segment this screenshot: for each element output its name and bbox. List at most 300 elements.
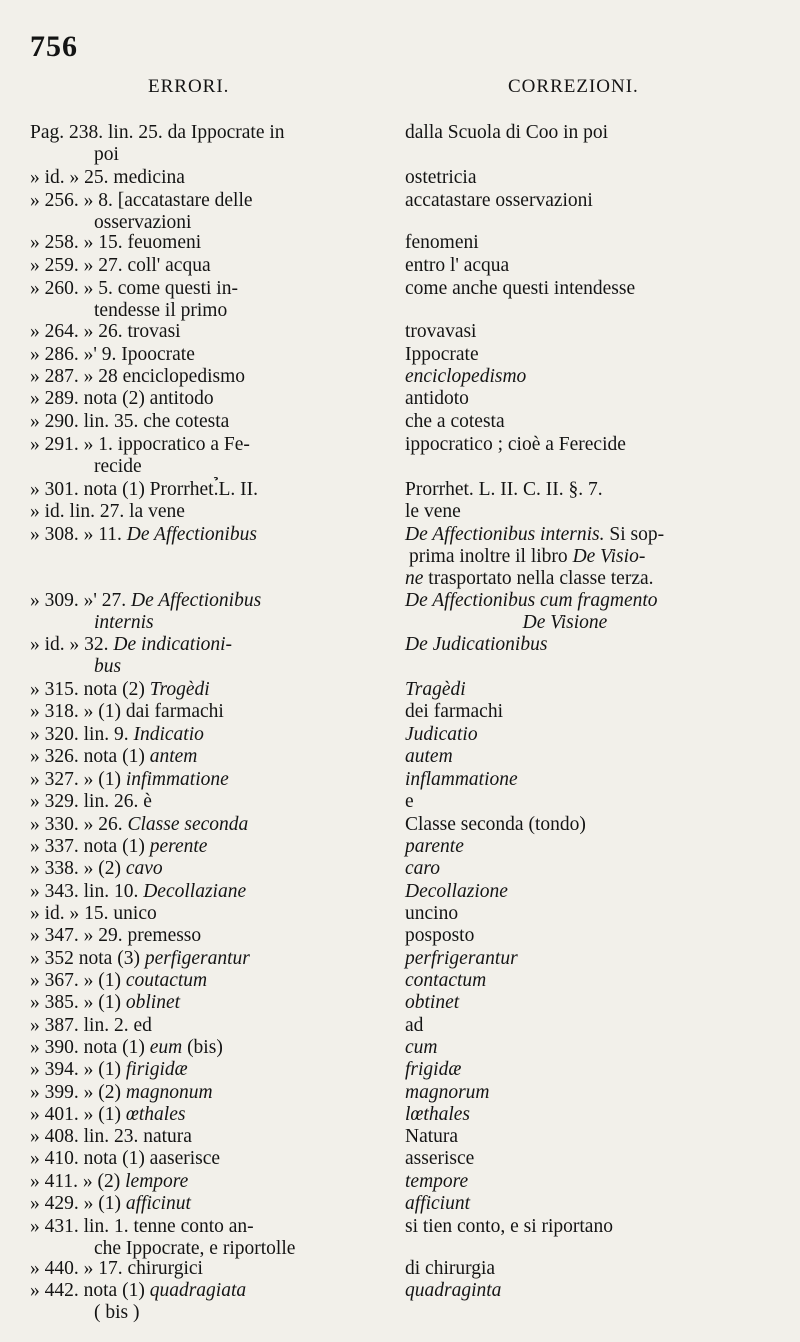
error-line bbox=[30, 411, 229, 432]
error-text: » 315. nota (2) bbox=[30, 679, 150, 700]
error-text: » 352 nota (3) bbox=[30, 948, 145, 969]
error-line bbox=[30, 769, 229, 790]
correction-text: antidoto bbox=[405, 388, 469, 409]
correction-text-italic: caro bbox=[405, 858, 441, 879]
correction-entry bbox=[405, 992, 785, 1014]
error-line bbox=[30, 1280, 246, 1301]
correction-text: fenomeni bbox=[405, 232, 479, 253]
error-line bbox=[30, 1015, 152, 1036]
correction-text: dalla Scuola di Coo in poi bbox=[405, 122, 609, 143]
correction-text: ippocratico ; cioè a Ferecide bbox=[405, 434, 626, 455]
error-entry bbox=[30, 255, 365, 277]
correction-entry bbox=[405, 590, 785, 634]
error-line bbox=[30, 1148, 220, 1169]
correction-entry bbox=[405, 167, 785, 189]
correction-line bbox=[405, 769, 518, 790]
correction-text-italic: perfrigerantur bbox=[405, 948, 518, 969]
error-line bbox=[30, 321, 181, 342]
error-entry bbox=[30, 858, 365, 880]
correction-entry bbox=[405, 388, 785, 410]
correction-entry bbox=[405, 1015, 785, 1037]
correction-entry bbox=[405, 970, 785, 992]
correction-entry bbox=[405, 1037, 785, 1059]
error-entry bbox=[30, 948, 365, 970]
error-text-italic: eum bbox=[149, 1037, 183, 1058]
error-entry bbox=[30, 232, 365, 254]
correction-text: Ippocrate bbox=[405, 344, 479, 365]
error-line bbox=[30, 948, 250, 969]
correction-text-italic: De Visione bbox=[522, 612, 608, 633]
correction-text: e bbox=[405, 791, 414, 812]
error-line bbox=[30, 858, 163, 879]
error-text-italic: Trogèdi bbox=[149, 679, 210, 700]
error-line bbox=[30, 434, 250, 455]
error-text-italic: quadragiata bbox=[149, 1280, 247, 1301]
correction-line bbox=[405, 590, 658, 611]
correction-entry bbox=[405, 701, 785, 723]
error-text: » 347. » 29. premesso bbox=[30, 925, 202, 946]
error-line bbox=[30, 925, 201, 946]
correction-line bbox=[405, 903, 458, 924]
error-entry bbox=[30, 388, 365, 410]
error-text: » 330. » 26. bbox=[30, 814, 128, 835]
correction-line bbox=[405, 190, 593, 211]
correction-text-italic: De Affectionibus cum fragmento bbox=[405, 590, 658, 611]
error-entry bbox=[30, 501, 365, 523]
error-text-italic: De Affectionibus bbox=[126, 524, 257, 545]
error-line bbox=[30, 1059, 188, 1080]
correction-line bbox=[405, 434, 626, 455]
error-text: » 399. » (2) bbox=[30, 1082, 126, 1103]
correction-text: Natura bbox=[405, 1126, 459, 1147]
correction-continuation bbox=[405, 612, 725, 634]
error-entry bbox=[30, 344, 365, 366]
correction-line bbox=[405, 1148, 474, 1169]
correction-line bbox=[405, 634, 547, 655]
correction-text-italic: Tragèdi bbox=[405, 679, 466, 700]
correction-text-italic: frigidæ bbox=[405, 1059, 462, 1080]
error-entry bbox=[30, 992, 365, 1014]
error-entry bbox=[30, 970, 365, 992]
error-line bbox=[30, 122, 285, 143]
error-line bbox=[30, 634, 232, 655]
correction-line bbox=[405, 746, 453, 767]
correction-entry bbox=[405, 746, 785, 768]
correction-entry bbox=[405, 321, 785, 343]
correction-continuation bbox=[405, 568, 785, 590]
correction-line bbox=[405, 791, 414, 812]
correction-text-italic: ne bbox=[405, 568, 424, 589]
error-text: » 410. nota (1) aaserisce bbox=[30, 1148, 221, 1169]
error-entry bbox=[30, 524, 365, 546]
error-entry bbox=[30, 1148, 365, 1170]
correction-line bbox=[405, 321, 476, 342]
correction-text: accatastare osservazioni bbox=[405, 190, 593, 211]
error-text: » 337. nota (1) bbox=[30, 836, 150, 857]
error-entry bbox=[30, 366, 365, 388]
correction-line bbox=[405, 479, 603, 500]
correction-text: che a cotesta bbox=[405, 411, 505, 432]
correction-text: prima inoltre il libro bbox=[409, 546, 573, 567]
correction-entry bbox=[405, 411, 785, 433]
correction-entry bbox=[405, 925, 785, 947]
correction-text-italic: enciclopedismo bbox=[405, 366, 527, 387]
correction-entry bbox=[405, 366, 785, 388]
error-line bbox=[30, 524, 257, 545]
error-text-italic: magnonum bbox=[125, 1082, 213, 1103]
error-text: » 367. » (1) bbox=[30, 970, 126, 991]
error-line bbox=[30, 278, 238, 299]
correction-line bbox=[405, 858, 440, 879]
correction-text-italic: Decollazione bbox=[405, 881, 508, 902]
error-entry bbox=[30, 701, 365, 723]
error-text: recide bbox=[94, 456, 142, 477]
correction-line bbox=[405, 970, 486, 991]
error-text: » 385. » (1) bbox=[30, 992, 126, 1013]
correction-entry bbox=[405, 1148, 785, 1170]
correction-text-italic: tempore bbox=[405, 1171, 469, 1192]
error-text: » 308. » 11. bbox=[30, 524, 127, 545]
error-text: » 264. » 26. trovasi bbox=[30, 321, 181, 342]
correction-line bbox=[405, 1216, 613, 1237]
correction-text-italic: lœthales bbox=[405, 1104, 471, 1125]
correction-text: dei farmachi bbox=[405, 701, 503, 722]
correction-entry bbox=[405, 1126, 785, 1148]
error-text-italic: oblinet bbox=[125, 992, 181, 1013]
error-text: » 318. » (1) dai farmachi bbox=[30, 701, 224, 722]
error-line bbox=[30, 344, 195, 365]
error-text: » 327. » (1) bbox=[30, 769, 126, 790]
error-text-italic: bus bbox=[94, 656, 122, 677]
correction-text: trasportato nella classe terza. bbox=[423, 568, 654, 589]
correction-line bbox=[405, 1171, 468, 1192]
error-text: » 259. » 27. coll' acqua bbox=[30, 255, 211, 276]
error-text: » 431. lin. 1. tenne conto an- bbox=[30, 1216, 254, 1237]
error-text-italic: afficinut bbox=[125, 1193, 191, 1214]
error-line bbox=[30, 1126, 192, 1147]
error-entry bbox=[30, 1258, 365, 1280]
correction-text: di chirurgia bbox=[405, 1258, 496, 1279]
correction-line bbox=[405, 1104, 470, 1125]
error-text: » 301. nota (1) Prorrhet.̉L. II. bbox=[30, 479, 258, 500]
error-line bbox=[30, 701, 224, 722]
correction-entry bbox=[405, 769, 785, 791]
error-text: » 286. »' 9. Ipoocrate bbox=[30, 344, 195, 365]
correction-text-italic: quadraginta bbox=[405, 1280, 502, 1301]
error-text-italic: œthales bbox=[125, 1104, 186, 1125]
error-text-italic: Classe seconda bbox=[127, 814, 249, 835]
correction-entry bbox=[405, 791, 785, 813]
correction-line bbox=[405, 1258, 495, 1279]
correction-entry bbox=[405, 122, 785, 144]
correction-entry bbox=[405, 524, 785, 590]
column-header-errori: ERRORI. bbox=[148, 76, 230, 97]
correction-entry bbox=[405, 232, 785, 254]
error-text: » 320. lin. 9. bbox=[30, 724, 134, 745]
error-continuation bbox=[30, 656, 365, 678]
error-line bbox=[30, 232, 201, 253]
correction-line bbox=[405, 1280, 501, 1301]
error-entry bbox=[30, 190, 365, 234]
correction-entry bbox=[405, 344, 785, 366]
error-text: » 408. lin. 23. natura bbox=[30, 1126, 192, 1147]
correction-line bbox=[405, 1082, 490, 1103]
correction-line bbox=[405, 501, 461, 522]
correction-line bbox=[405, 366, 526, 387]
error-text-italic: antem bbox=[149, 746, 198, 767]
error-text-italic: De Affectionibus bbox=[131, 590, 262, 611]
error-entry bbox=[30, 1193, 365, 1215]
error-line bbox=[30, 836, 207, 857]
correction-entry bbox=[405, 1104, 785, 1126]
correction-line bbox=[405, 122, 608, 143]
correction-text-italic: cum bbox=[405, 1037, 438, 1058]
error-continuation bbox=[30, 1238, 365, 1260]
error-text: » id. lin. 27. la vene bbox=[30, 501, 185, 522]
error-line bbox=[30, 903, 157, 924]
correction-line bbox=[405, 925, 474, 946]
error-continuation bbox=[30, 212, 365, 234]
correction-text-italic: afficiunt bbox=[405, 1193, 470, 1214]
error-text: osservazioni bbox=[94, 212, 192, 233]
error-text: » 290. lin. 35. che cotesta bbox=[30, 411, 230, 432]
correction-text: ad bbox=[405, 1015, 424, 1036]
error-line bbox=[30, 1258, 203, 1279]
error-text: » id. » 15. unico bbox=[30, 903, 157, 924]
error-text-italic: lempore bbox=[125, 1171, 189, 1192]
error-text-italic: perente bbox=[149, 836, 208, 857]
error-entry bbox=[30, 479, 365, 501]
error-entry bbox=[30, 321, 365, 343]
error-text-italic: perfigerantur bbox=[144, 948, 250, 969]
error-text: » 309. »' 27. bbox=[30, 590, 132, 611]
correction-entry bbox=[405, 903, 785, 925]
correction-text-italic: parente bbox=[405, 836, 464, 857]
correction-entry bbox=[405, 858, 785, 880]
correction-line bbox=[405, 724, 478, 745]
error-entry bbox=[30, 1082, 365, 1104]
correction-line bbox=[405, 278, 635, 299]
error-line bbox=[30, 970, 207, 991]
error-line bbox=[30, 1193, 191, 1214]
correction-text-italic: Judicatio bbox=[405, 724, 478, 745]
error-continuation bbox=[30, 300, 365, 322]
error-text: » 442. nota (1) bbox=[30, 1280, 150, 1301]
correction-text: Si sop- bbox=[604, 524, 665, 545]
error-line bbox=[30, 190, 253, 211]
error-line bbox=[30, 992, 180, 1013]
correction-entry bbox=[405, 881, 785, 903]
correction-line bbox=[405, 814, 586, 835]
correction-text-italic: De Visio- bbox=[572, 546, 646, 567]
correction-line bbox=[405, 1037, 438, 1058]
error-line bbox=[30, 366, 245, 387]
correction-entry bbox=[405, 1216, 785, 1238]
error-text-italic: firigidæ bbox=[125, 1059, 188, 1080]
correction-line bbox=[405, 1126, 458, 1147]
error-text: tendesse il primo bbox=[94, 300, 228, 321]
error-line bbox=[30, 791, 152, 812]
error-continuation bbox=[30, 456, 365, 478]
correction-line bbox=[405, 992, 459, 1013]
correction-line bbox=[405, 232, 479, 253]
correction-entry bbox=[405, 1280, 785, 1302]
correction-text-italic: autem bbox=[405, 746, 453, 767]
error-line bbox=[30, 814, 248, 835]
correction-entry bbox=[405, 1171, 785, 1193]
error-line bbox=[30, 724, 204, 745]
correction-text: posposto bbox=[405, 925, 475, 946]
error-entry bbox=[30, 167, 365, 189]
correction-entry bbox=[405, 634, 785, 656]
error-text: » 440. » 17. chirurgici bbox=[30, 1258, 203, 1279]
correction-line bbox=[405, 1193, 470, 1214]
error-line bbox=[30, 255, 211, 276]
error-line bbox=[30, 167, 185, 188]
error-text: » 429. » (1) bbox=[30, 1193, 126, 1214]
error-entry bbox=[30, 1104, 365, 1126]
error-text-italic: internis bbox=[94, 612, 154, 633]
error-text: » 289. nota (2) antitodo bbox=[30, 388, 214, 409]
error-text: » id. » 25. medicina bbox=[30, 167, 185, 188]
error-text: » 411. » (2) bbox=[30, 1171, 126, 1192]
correction-text: ostetricia bbox=[405, 167, 477, 188]
correction-text-italic: De Judicationibus bbox=[405, 634, 548, 655]
correction-line bbox=[405, 167, 476, 188]
error-line bbox=[30, 679, 210, 700]
error-entry bbox=[30, 1171, 365, 1193]
error-entry bbox=[30, 1216, 365, 1260]
correction-entry bbox=[405, 479, 785, 501]
error-entry bbox=[30, 278, 365, 322]
correction-entry bbox=[405, 724, 785, 746]
error-text-italic: De indicationi- bbox=[113, 634, 233, 655]
error-entry bbox=[30, 122, 365, 166]
correction-entry bbox=[405, 255, 785, 277]
correction-text-italic: obtinet bbox=[405, 992, 460, 1013]
correction-text: si tien conto, e si riportano bbox=[405, 1216, 613, 1237]
error-line bbox=[30, 1082, 213, 1103]
correction-line bbox=[405, 411, 505, 432]
error-entry bbox=[30, 1280, 365, 1324]
error-entry bbox=[30, 881, 365, 903]
error-line bbox=[30, 388, 214, 409]
error-text: » 343. lin. 10. bbox=[30, 881, 144, 902]
correction-text-italic: contactum bbox=[405, 970, 487, 991]
error-text-italic: Decollaziane bbox=[143, 881, 247, 902]
correction-text: uncino bbox=[405, 903, 459, 924]
error-line bbox=[30, 1104, 185, 1125]
correction-entry bbox=[405, 948, 785, 970]
correction-line bbox=[405, 344, 479, 365]
error-text: poi bbox=[94, 144, 119, 165]
error-continuation bbox=[30, 144, 365, 166]
error-line bbox=[30, 479, 258, 500]
correction-line bbox=[405, 1059, 461, 1080]
error-text: » 387. lin. 2. ed bbox=[30, 1015, 152, 1036]
correction-entry bbox=[405, 1193, 785, 1215]
error-entry bbox=[30, 679, 365, 701]
error-text: » 291. » 1. ippocratico a Fe- bbox=[30, 434, 250, 455]
correction-line bbox=[405, 1015, 423, 1036]
correction-line bbox=[405, 524, 664, 545]
correction-text-italic: magnorum bbox=[405, 1082, 490, 1103]
error-entry bbox=[30, 791, 365, 813]
error-entry bbox=[30, 814, 365, 836]
error-text: » 401. » (1) bbox=[30, 1104, 126, 1125]
correction-entry bbox=[405, 434, 785, 456]
correction-entry bbox=[405, 679, 785, 701]
error-text: ( bis ) bbox=[94, 1302, 140, 1323]
error-entry bbox=[30, 434, 365, 478]
error-text: » 394. » (1) bbox=[30, 1059, 126, 1080]
error-entry bbox=[30, 903, 365, 925]
error-entry bbox=[30, 411, 365, 433]
error-text: » 256. » 8. [accatastare delle bbox=[30, 190, 253, 211]
error-text: Pag. 238. lin. 25. da Ippocrate in bbox=[30, 122, 285, 143]
correction-entry bbox=[405, 278, 785, 300]
error-line bbox=[30, 1216, 254, 1237]
error-text: » 338. » (2) bbox=[30, 858, 126, 879]
correction-entry bbox=[405, 190, 785, 212]
error-text: » 329. lin. 26. è bbox=[30, 791, 152, 812]
error-entry bbox=[30, 590, 365, 634]
error-line bbox=[30, 1171, 188, 1192]
correction-line bbox=[405, 679, 466, 700]
error-entry bbox=[30, 634, 365, 678]
error-text-italic: Indicatio bbox=[133, 724, 204, 745]
error-text: » 258. » 15. feuomeni bbox=[30, 232, 202, 253]
correction-line bbox=[405, 836, 464, 857]
error-entry bbox=[30, 836, 365, 858]
correction-entry bbox=[405, 1059, 785, 1081]
error-entry bbox=[30, 746, 365, 768]
error-entry bbox=[30, 724, 365, 746]
correction-entry bbox=[405, 814, 785, 836]
error-text: che Ippocrate, e riportolle bbox=[94, 1238, 296, 1259]
correction-entry bbox=[405, 836, 785, 858]
error-continuation bbox=[30, 1302, 365, 1324]
error-continuation bbox=[30, 612, 365, 634]
correction-line bbox=[405, 388, 469, 409]
error-line bbox=[30, 881, 246, 902]
correction-text: asserisce bbox=[405, 1148, 475, 1169]
error-text-italic: infimmatione bbox=[125, 769, 229, 790]
error-entry bbox=[30, 769, 365, 791]
error-text: » 260. » 5. come questi in- bbox=[30, 278, 238, 299]
error-entry bbox=[30, 1015, 365, 1037]
error-text-italic: coutactum bbox=[125, 970, 208, 991]
correction-text-italic: inflammatione bbox=[405, 769, 518, 790]
error-text: » 326. nota (1) bbox=[30, 746, 150, 767]
correction-text: come anche questi intendesse bbox=[405, 278, 636, 299]
error-text: (bis) bbox=[182, 1037, 223, 1058]
correction-text: le vene bbox=[405, 501, 461, 522]
error-text: » id. » 32. bbox=[30, 634, 114, 655]
error-entry bbox=[30, 1037, 365, 1059]
correction-text: Classe seconda (tondo) bbox=[405, 814, 586, 835]
correction-line bbox=[405, 948, 518, 969]
correction-continuation bbox=[405, 546, 785, 568]
error-text: » 390. nota (1) bbox=[30, 1037, 150, 1058]
error-entry bbox=[30, 1126, 365, 1148]
error-line bbox=[30, 746, 197, 767]
correction-entry bbox=[405, 501, 785, 523]
error-text-italic: cavo bbox=[125, 858, 163, 879]
correction-entry bbox=[405, 1082, 785, 1104]
column-header-correzioni: CORREZIONI. bbox=[508, 76, 639, 97]
error-line bbox=[30, 1037, 223, 1058]
